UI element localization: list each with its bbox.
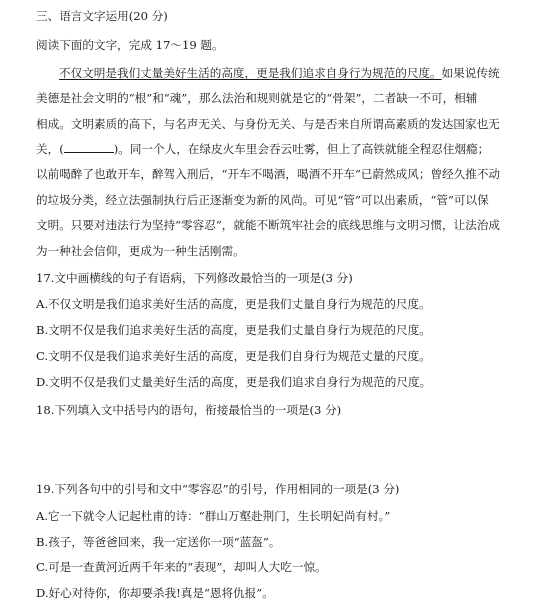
q19-option-c: C.可是一查黄河近两千年来的“表现”，却叫人大吃一惊。: [36, 560, 327, 574]
q19-option-d: D.好心对待你，你却要杀我!真是“恩将仇报”。: [36, 586, 274, 600]
passage-line: [59, 65, 536, 81]
passage-line: 文明。只要对违法行为坚持“零容忍”，就能不断筑牢社会的底线思维与文明习惯，让法治成: [36, 218, 501, 232]
underlined-sentence: 不仅文明是我们丈量美好生活的高度，更是我们追求自身行为规范的尺度。: [59, 66, 442, 80]
question-19-stem: 19.下列各句中的引号和文中“零容忍”的引号，作用相同的一项是(3 分): [36, 482, 400, 496]
section-title: 三、语言文字运用(20 分): [36, 9, 168, 23]
passage-text: 关，(: [36, 142, 64, 156]
passage-line: 美德是社会文明的“根”和“魂”，那么法治和规则就是它的“骨架”，二者缺一不可，相辅: [36, 91, 478, 105]
passage-line: [36, 141, 536, 157]
q17-option-b: B.文明不仅是我们追求美好生活的高度，更是我们丈量自身行为规范的尺度。: [36, 323, 431, 337]
q17-option-c: C.文明不仅是我们追求美好生活的高度，更是我们自身行为规范丈量的尺度。: [36, 349, 431, 363]
q19-option-b: B.孩子，等爸爸回来，我一定送你一项“蓝盔”。: [36, 535, 281, 549]
q19-option-a: A.它一下就令人记起杜甫的诗：“群山万壑赴荆门，生长明妃尚有村。”: [36, 509, 391, 523]
question-18-stem: 18.下列填入文中括号内的语句，衔接最恰当的一项是(3 分): [36, 403, 342, 417]
passage-line: 为一种社会信仰，更成为一种生活刚需。: [36, 244, 245, 258]
passage-text: 如果说传统: [441, 66, 500, 80]
q17-option-d: D.文明不仅是我们丈量美好生活的高度，更是我们追求自身行为规范的尺度。: [36, 375, 432, 389]
passage-text: )。同一个人，在绿皮火车里会吞云吐雾，但上了高铁就能全程忍住烟瘾；: [113, 142, 490, 156]
q17-option-a: A.不仅文明是我们追求美好生活的高度，更是我们丈量自身行为规范的尺度。: [36, 297, 431, 311]
passage-line: 的垃圾分类，经立法强制执行后正逐渐变为新的风尚。可见“管”可以出素质，“管”可以保: [36, 193, 489, 207]
instruction-text: 阅读下面的文字，完成 17～19 题。: [36, 38, 224, 52]
question-17-stem: 17.文中画横线的句子有语病，下列修改最恰当的一项是(3 分): [36, 271, 353, 285]
passage-line: 相成。文明素质的高下，与名声无关、与身份无关、与是否来自所谓高素质的发达国家也无: [36, 117, 500, 131]
answer-blank: [64, 142, 114, 153]
passage-line: 以前喝醉了也敢开车，醉驾入刑后，“开车不喝酒，喝酒不开车”已蔚然成风；曾经久推不动: [36, 167, 501, 181]
